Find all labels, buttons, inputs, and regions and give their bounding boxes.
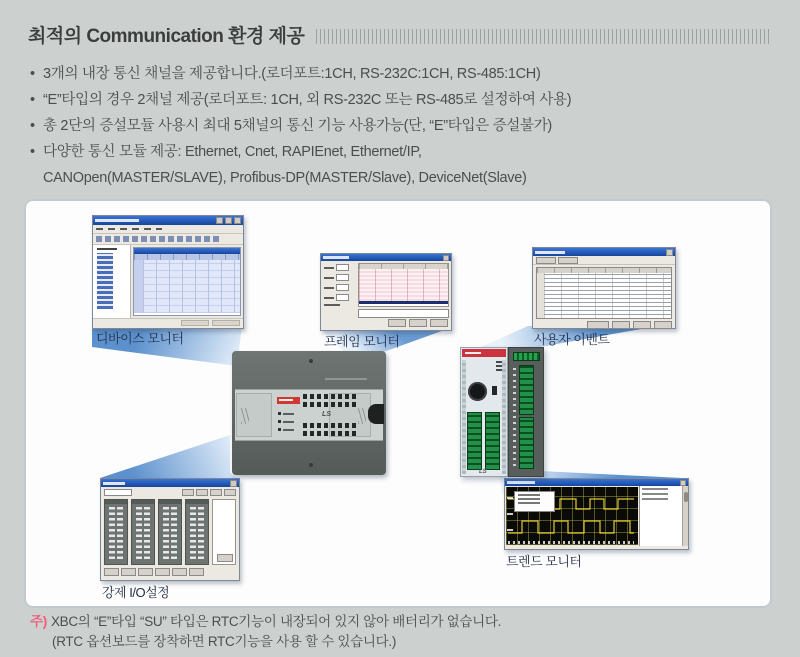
bullet-marker: • — [30, 66, 35, 82]
dialog-buttons-mark — [101, 567, 239, 577]
terminal-block — [519, 365, 534, 415]
device-monitor-body — [93, 245, 243, 318]
bullet-marker: • — [30, 118, 35, 134]
list-item — [30, 139, 775, 165]
terminal-block — [519, 417, 534, 469]
frame-monitor-thumbnail — [320, 253, 452, 331]
io-column-group — [158, 499, 182, 565]
screw-mark — [309, 463, 313, 467]
close-button-mark — [443, 255, 449, 261]
screw-mark — [309, 359, 313, 363]
cpu-module — [460, 347, 508, 477]
trend-monitor-thumbnail — [504, 478, 689, 550]
forced-io-columns — [101, 497, 239, 567]
frame-list-mark — [358, 263, 449, 307]
title-hatch-decoration — [316, 29, 772, 44]
window-titlebar — [505, 479, 688, 486]
titlebar-text-mark — [507, 481, 535, 484]
xbc-plc-image — [232, 351, 386, 475]
output-terminal-row — [303, 423, 359, 428]
expansion-plc-image — [460, 345, 542, 477]
vent-lines — [241, 408, 249, 424]
table-rows-mark — [537, 273, 671, 318]
settings-fields-mark — [321, 261, 356, 317]
doc-header — [28, 21, 772, 48]
ls-logo: LS — [479, 469, 487, 475]
list-item-text: 다양한 통신 모듈 제공: Ethernet, Cnet, RAPIEnet, Ethernet/IP, — [43, 144, 422, 160]
run-led-mark — [278, 420, 294, 423]
round-connector — [368, 404, 384, 424]
dialog-buttons-mark — [533, 321, 675, 329]
frame-list-area — [356, 261, 451, 317]
frame-monitor-body — [321, 261, 451, 317]
grid-cells-mark — [134, 260, 240, 313]
label-user-event: 사용자 이벤트 — [534, 332, 610, 347]
chart-legend-mark — [514, 491, 555, 512]
terminal-block — [467, 412, 482, 470]
beam-forced-io — [100, 435, 238, 478]
list-item-text: CANOpen(MASTER/SLAVE), Profibus-DP(MASTER/Slave), DeviceNet(Slave) — [43, 170, 527, 186]
trend-monitor-body — [505, 486, 688, 546]
label-trend-monitor: 트렌드 모니터 — [506, 554, 582, 569]
page-title: 최적의 Communication 환경 제공 — [28, 26, 305, 47]
close-button-mark — [666, 249, 673, 256]
menu-bar-mark — [93, 225, 243, 234]
bullet-marker: • — [30, 92, 35, 108]
device-grid-window — [133, 247, 241, 316]
xbc-logo-chip — [277, 397, 300, 404]
ls-logo: LS — [322, 411, 331, 418]
window-titlebar — [101, 479, 239, 487]
terminal-strip — [513, 352, 540, 361]
project-tree-mark — [93, 245, 131, 318]
io-column-group — [131, 499, 155, 565]
device-monitor-thumbnail — [92, 215, 244, 329]
round-connector — [468, 382, 487, 401]
event-table-mark — [536, 267, 672, 319]
maximize-button-mark — [225, 217, 232, 224]
list-item-text: “E”타입의 경우 2채널 제공(로더포트: 1CH, 외 RS-232C 또는 RS-485로 설정하여 사용) — [43, 92, 572, 108]
pwr-led-mark — [278, 412, 294, 415]
close-button-mark — [230, 480, 237, 487]
list-footer-mark — [359, 301, 448, 304]
input-field-mark — [104, 489, 132, 496]
footnote-line-2: (RTC 옵션보드를 장착하면 RTC기능을 사용 할 수 있습니다.) — [52, 634, 397, 649]
toolbar-mark — [93, 234, 243, 245]
footnote-line-1 — [30, 612, 501, 632]
list-item — [30, 87, 775, 113]
side-panel-mark — [212, 499, 236, 565]
bullet-marker: • — [30, 144, 35, 160]
err-led-mark — [278, 428, 294, 431]
plc-faceplate — [235, 389, 383, 441]
note-marker: 주) — [30, 614, 47, 629]
forced-io-toolbar-mark — [101, 487, 239, 497]
tab-row-mark — [533, 256, 675, 265]
feature-list — [30, 61, 775, 191]
dialog-buttons-mark — [321, 317, 451, 327]
left-cover-flap — [236, 393, 272, 437]
list-item-text: 3개의 내장 통신 채널을 제공합니다.(로더포트:1CH, RS-232C:1CH, RS-485:1CH) — [43, 66, 541, 82]
close-button-mark — [234, 217, 241, 224]
module-logo-bar — [462, 349, 506, 357]
scrollbar-mark — [682, 486, 688, 546]
input-terminal-row — [303, 402, 359, 407]
titlebar-text-mark — [535, 251, 565, 254]
list-item — [30, 113, 775, 139]
window-titlebar — [93, 216, 243, 225]
footnote — [30, 612, 501, 652]
x-axis-ticks-mark — [508, 541, 634, 544]
titlebar-text-mark — [103, 482, 125, 485]
list-rows-mark — [359, 269, 448, 301]
titlebar-text-mark — [95, 219, 139, 222]
label-forced-io: 강제 I/O설정 — [102, 585, 170, 600]
window-titlebar — [533, 248, 675, 256]
trend-chart-mark — [506, 487, 638, 545]
status-bar-mark — [93, 318, 243, 327]
window-titlebar — [321, 254, 451, 261]
titlebar-text-mark — [323, 256, 349, 259]
frame-text-field-mark — [358, 309, 449, 318]
close-button-mark — [680, 480, 686, 486]
trend-side-panel-mark — [639, 486, 688, 546]
minimize-button-mark — [216, 217, 223, 224]
label-device-monitor: 디바이스 모니터 — [96, 331, 184, 346]
forced-io-thumbnail — [100, 478, 240, 581]
label-frame-monitor: 프레임 모니터 — [324, 334, 400, 349]
terminal-block — [485, 412, 500, 470]
list-item-text: 총 2단의 증설모듈 사용시 최대 5채널의 통신 기능 사용가능(단, “E”타입은 증설불가) — [43, 118, 552, 134]
mode-switch-mark — [492, 386, 497, 395]
io-column-group — [185, 499, 209, 565]
communication-diagram-panel — [24, 199, 772, 608]
io-module — [508, 347, 544, 477]
list-item — [30, 61, 775, 87]
list-item-continuation — [30, 165, 775, 191]
vent-lines — [358, 408, 366, 424]
output-terminal-row — [303, 431, 359, 436]
input-terminal-row — [303, 394, 359, 399]
io-column-group — [104, 499, 128, 565]
user-event-thumbnail — [532, 247, 676, 329]
note-text: XBC의 “E”타입 “SU” 타입은 RTC기능이 내장되어 있지 않아 배터리가 없습니다. — [50, 614, 502, 629]
